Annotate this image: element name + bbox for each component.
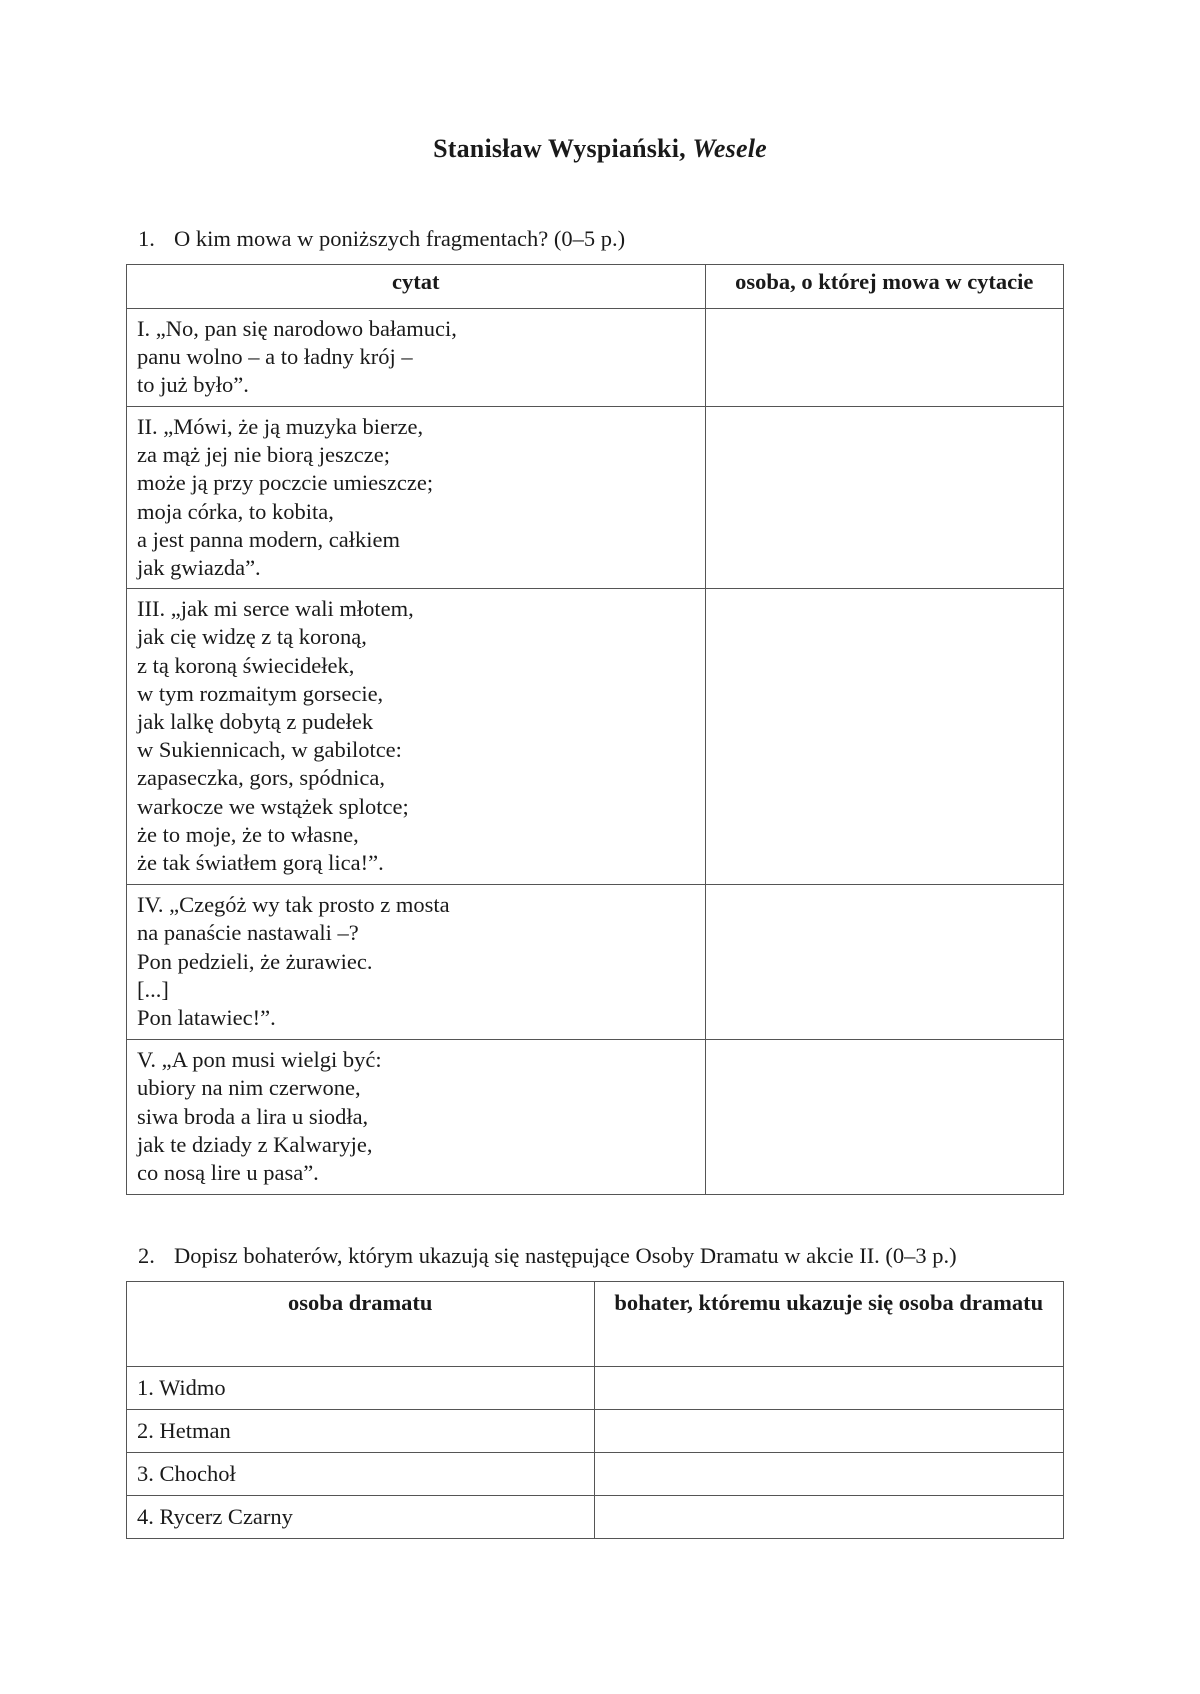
quote-line: a jest panna modern, całkiem [137,526,401,552]
quote-line: z tą koroną świecidełek, [137,652,355,678]
answer-cell[interactable] [705,1040,1063,1195]
quote-cell [127,885,706,1040]
quote-line: za mąż jej nie biorą jeszcze; [137,442,390,468]
quote-line: jak gwiazda”. [137,555,261,581]
header-hero: bohater, któremu ukazuje się osoba dramatu [594,1282,1064,1367]
quote-line: jak te dziady z Kalwaryje, [137,1131,373,1157]
hero-answer-cell[interactable] [594,1496,1064,1539]
quote-line: to już było”. [137,372,249,398]
answer-cell[interactable] [705,309,1063,407]
quote-line: ubiory na nim czerwone, [137,1075,361,1101]
drama-person-cell [127,1453,595,1496]
quote-line: II. „Mówi, że ją muzyka bierze, [137,414,424,439]
quote-line: panu wolno – a to ładny krój – [137,344,413,370]
question-2-text: Dopisz bohaterów, którym ukazują się następujące Osoby Dramatu w akcie II. (0–3 p.) [174,1243,957,1268]
quote-line: jak cię widzę z tą koroną, [137,624,367,650]
quote-line: moja córka, to kobita, [137,498,334,524]
table-row [127,1040,1064,1195]
hero-answer-cell[interactable] [594,1453,1064,1496]
drama-person-label: 4. Rycerz Czarny [137,1504,293,1529]
quote-line: jak lalkę dobytą z pudełek [137,709,374,735]
title-author: Stanisław Wyspiański, [433,134,693,163]
drama-person-cell [127,1496,595,1539]
question-2-number: 2. [138,1243,155,1268]
table-row [127,1453,1064,1496]
quote-line: Pon latawiec!”. [137,1005,276,1031]
question-1-text: O kim mowa w poniższych fragmentach? (0–5 p.) [174,226,626,251]
table-row [127,1496,1064,1539]
table-row [127,885,1064,1040]
page-title [0,134,1200,164]
quote-line: że tak światłem gorą lica!”. [137,850,384,876]
drama-person-label: 2. Hetman [137,1418,231,1443]
quotes-table-header-row [127,265,1064,309]
quotes-table [126,264,1064,1195]
quote-line: w Sukiennicach, w gabilotce: [137,737,402,763]
answer-cell[interactable] [705,589,1063,885]
table-row [127,309,1064,407]
drama-person-label: 3. Chochoł [137,1461,236,1486]
table-row [127,589,1064,885]
quote-line: co nosą lire u pasa”. [137,1160,319,1186]
quote-line: może ją przy poczcie umieszcze; [137,470,434,496]
hero-answer-cell[interactable] [594,1367,1064,1410]
answer-cell[interactable] [705,407,1063,589]
quote-line: warkocze we wstążek splotce; [137,793,409,819]
quote-line: zapaseczka, gors, spódnica, [137,765,386,791]
header-person: osoba, o której mowa w cytacie [705,265,1063,309]
characters-table [126,1281,1064,1539]
quote-line: Pon pedzieli, że żurawiec. [137,948,373,974]
quote-line: III. „jak mi serce wali młotem, [137,596,414,622]
table-row [127,1410,1064,1453]
quote-line: siwa broda a lira u siodła, [137,1103,369,1129]
quote-line: I. „No, pan się narodowo bałamuci, [137,316,457,341]
drama-person-cell [127,1410,595,1453]
quote-cell [127,589,706,885]
drama-person-label: 1. Widmo [137,1375,226,1400]
table-row [127,407,1064,589]
quote-cell [127,1040,706,1195]
hero-answer-cell[interactable] [594,1410,1064,1453]
answer-cell[interactable] [705,885,1063,1040]
table-row [127,1367,1064,1410]
quote-cell [127,407,706,589]
quote-line: V. „A pon musi wielgi być: [137,1047,382,1073]
header-quote: cytat [127,265,706,309]
title-work: Wesele [692,134,767,163]
quote-line: [...] [137,976,169,1002]
drama-person-cell [127,1367,595,1410]
question-1 [138,226,625,252]
question-2 [138,1243,957,1269]
quote-line: IV. „Czegóż wy tak prosto z mosta [137,892,450,918]
quote-line: na panaście nastawali –? [137,920,359,946]
quote-line: że to moje, że to własne, [137,821,359,847]
quote-line: w tym rozmaitym gorsecie, [137,680,384,706]
characters-table-header-row [127,1282,1064,1367]
header-drama-person: osoba dramatu [127,1282,595,1367]
question-1-number: 1. [138,226,155,251]
quote-cell [127,309,706,407]
